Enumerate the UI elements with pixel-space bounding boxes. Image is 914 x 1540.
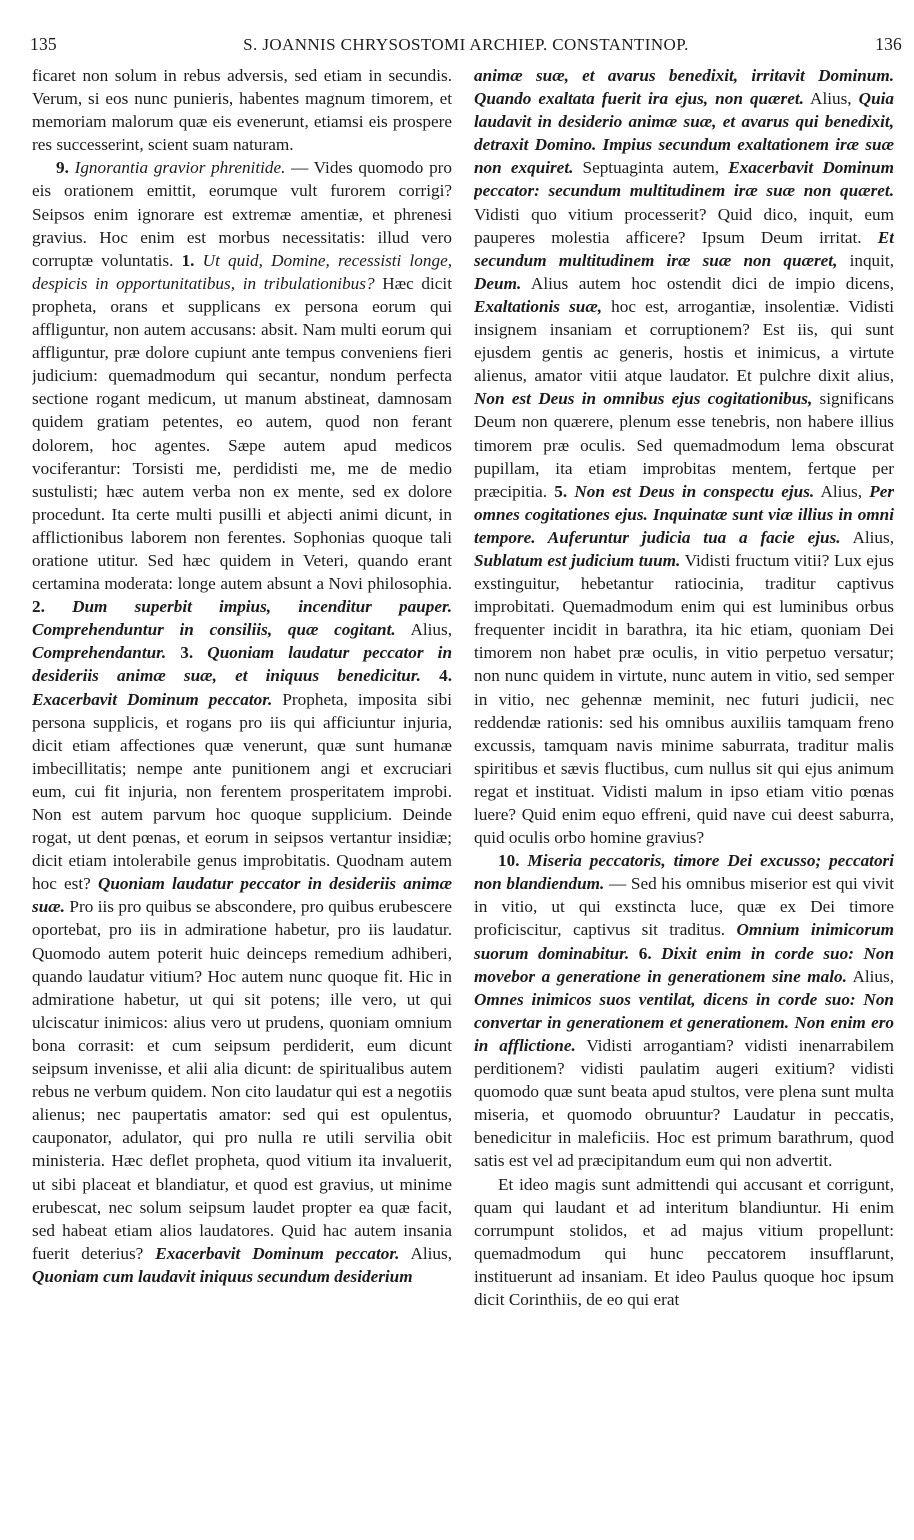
paragraph: ficaret non solum in rebus adversis, sed etiam in secundis. Verum, si eos nunc punieris, habentes magnum timorem, et memoriam malorum quæ eis evenerunt, etiamsi eis prospere res successerint, scient suam naturam. [32, 66, 452, 155]
right-text-column [474, 64, 894, 1524]
paragraph: animæ suæ, et avarus benedixit, irritavit Dominum. Quando exaltata fuerit ira ejus, non quæret. Alius, Quia laudavit in desiderio animæ suæ, et avarus qui benedixit, detraxit Domino. Impius secundum exaltationem iræ suæ non exquiret. Septuaginta autem, Exacerbavit Dominum peccator: secundum multitudinem iræ suæ non quæret. Vidisti quo vitium processerit? Quid dico, inquit, eum pauperes molestia afficere? Ipsum Deum irritat. Et secundum multitudinem iræ suæ non quæret, inquit, Deum. Alius autem hoc ostendit dici de impio dicens, Exaltationis suæ, hoc est, arrogantiæ, insolentiæ. Vidisti insignem insaniam et corruptionem? Est iis, qui sunt ejusdem gentis ac generis, hostis et inimicus, a virtute alienus, amator vitii atque laudator. Et pulchre dixit alius, Non est Deus in omnibus ejus cogitationibus, significans Deum non quærere, plenum esse tenebris, non habere illius timorem præ oculis. Sed quemadmodum lema obscurat pupillam, ita etiam improbitas mentem, fertque per præcipitia. 5. Non est Deus in conspectu ejus. Alius, Per omnes cogitationes ejus. Inquinatæ sunt viæ illius in omni tempore. Auferuntur judicia tua a facie ejus. Alius, Sublatum est judicium tuum. Vidisti fructum vitii? Lux ejus exstinguitur, hebetantur ratiocinia, traditur captivus improbitati. Quemadmodum enim qui est luminibus orbus frequenter incidit in barathra, ita hic etiam, quoniam Dei timorem non habet præ oculis, in vitio perpetuo versatur; non nunc quidem in virtute, nunc autem in vitio, sed semper in vitio, nec gehennæ meminit, nec futuri judicii, nec reddendæ rationis: sed his omnibus auxiliis tamquam freno excussis, tamquam navis minime saburrata, traditur malis spiritibus et sævis fluctibus, cum nullus sit qui ejus animum regat et instituat. Vidisti malum in ipso etiam vitio pœnas luere? Quid enim equo effreni, quid nave cui deest saburra, quid oculis orbo homine gravius? [474, 66, 894, 848]
paragraph: 10. Miseria peccatoris, timore Dei excusso; peccatori non blandiendum. — Sed his omnibus miserior est qui vivit in vitio, ut qui exstincta luce, quæ ex Dei timore proficiscitur, captivus sit traditus. Omnium inimicorum suorum dominabitur. 6. Dixit enim in corde suo: Non movebor a generatione in generationem sine malo. Alius, Omnes inimicos suos ventilat, dicens in corde suo: Non convertar in generationem et generationem. Non enim ero in afflictione. Vidisti arrogantiam? vidisti inenarrabilem perditionem? vidisti paulatim augeri exitium? vidisti quomodo quæ sunt beata apud stultos, vere plena sunt multa miseria, et quomodo obruuntur? Laudatur in peccatis, benedicitur in maleficiis. Hoc est primum barathrum, quod satis est vel ad præcipitandum eum qui non advertit. [474, 851, 894, 1171]
page-header [30, 34, 902, 60]
running-title: S. JOANNIS CHRYSOSTOMI ARCHIEP. CONSTANTINOP. [243, 35, 689, 54]
left-text-column [32, 64, 452, 1524]
paragraph: Et ideo magis sunt admittendi qui accusant et corrigunt, quam qui laudant et ad interitum blandiuntur. Hi enim corrumpunt stolidos, et ad majus vitium propellunt: quemadmodum qui hunc peccatorem insufflarunt, instituerunt ad insaniam. Et ideo Paulus quoque hoc ipsum dicit Corinthiis, de eo qui erat [474, 1174, 894, 1309]
page-number-left: 135 [30, 34, 57, 54]
paragraph: 9. Ignorantia gravior phrenitide. — Vides quomodo pro eis orationem emittit, eorumque vult furorem corrigi? Seipsos enim ignorare est extremæ amentiæ, et phrenesi gravius. Hoc enim est morbus necessitatis: illud vero corruptæ voluntatis. 1. Ut quid, Domine, recessisti longe, despicis in opportunitatibus, in tribulationibus? Hæc dicit propheta, orans et supplicans ex persona eorum qui affliguntur, non autem accusans: absit. Nam multi eorum qui affliguntur, præ dolore cupiunt ante tempus conveniens fieri judicium: quemadmodum qui secantur, nondum perfecta sectione rogant medicum, ut manum abstineat, damnosam quidem gratiam petentes, eo autem, quod non ferant dolorem, hoc agentes. Sæpe autem apud medicos vociferantur: Torsisti me, perdidisti me, me de medio sustulisti; hæc autem verba non ex mente, sed ex dolore procedunt. Ita certe multi pusilli et abjecti animi dicunt, in afflictionibus laborem non ferentes. Sophonias quoque tali oratione utitur. Sed hæc quidem in Veteri, quando erant certamina moderata: longe autem absunt a Novi philosophia. 2. Dum superbit impius, incenditur pauper. Comprehenduntur in consiliis, quæ cogitant. Alius, Comprehendantur. 3. Quoniam laudatur peccator in desideriis animæ suæ, et iniquus benedicitur. 4. Exacerbavit Dominum peccator. Propheta, imposita sibi persona supplicis, et rogans pro iis qui afficiuntur injuria, dicit etiam affectiones quæ venerunt, quæ sunt humanæ imbecillitatis; nempe ante punitionem angi et excruciari eum, cui fit injuria, non ferentem prosperitatem improbi. Non est autem parvum hoc quoque supplicium. Deinde rogat, ut dent pœnas, et eorum in seipsos vertantur insidiæ; dicit etiam intolerabile genus improbitatis. Quodnam autem hoc est? Quoniam laudatur peccator in desideriis animæ suæ. Pro iis pro quibus se abscondere, pro quibus erubescere oportebat, pro iis in admiratione habetur, pro iis laudatur. Quomodo autem poterit huic deinceps remedium adhiberi, quando laudatur vitium? Hoc autem nunc quoque fit. Hic in admiratione habetur, ut qui sit potens; ille vero, ut qui ulciscatur inimicos: alius vero ut prudens, quoniam omnium bona corrasit: et cum seipsum perdiderit, eum dicunt seipsum invenisse, et alii alia dicunt: de spiritualibus autem rebus ne verbum quidem. Non cito laudatur qui est a negotiis alienus; nec paupertatis amator: sed qui est opulentus, cauponator, adulator, qui pro nulla re utili servilia obit ministeria. Hæc deflet propheta, quod vitium ita invaluerit, ut sibi placeat et blandiatur, et quod est gravius, ut minime erubescat, nec solum seipsum laudet propter ea quæ facit, sed habeat etiam alios laudatores. Quid hac autem insania fuerit deterius? Exacerbavit Dominum peccator. Alius, Quoniam cum laudavit iniquus secundum desiderium [32, 158, 452, 1286]
page-number-right: 136 [875, 34, 902, 54]
